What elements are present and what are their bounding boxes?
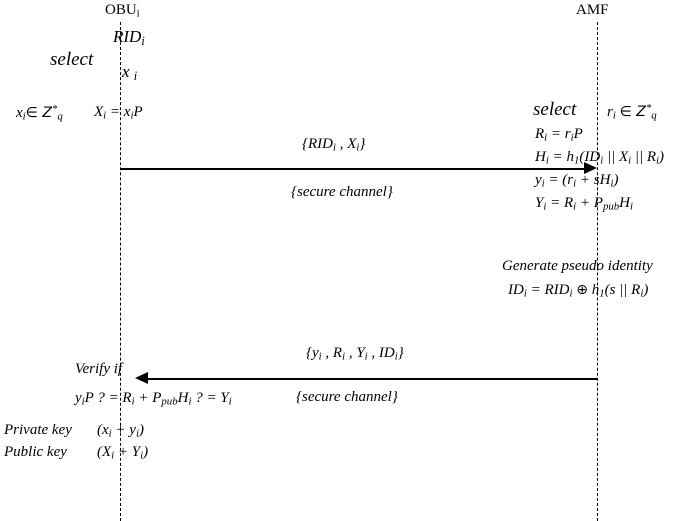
left-x-domain-sub: i: [22, 110, 26, 123]
left-select-keyword: [50, 50, 93, 71]
message-2-line: [148, 378, 598, 380]
right-select-r-text: r: [607, 103, 613, 120]
pseudo-identity-equation: $ID_i = RID_i$ ⊕ $h_1(s$ || $R_i$): [508, 282, 649, 300]
left-rid-sub: i: [141, 34, 145, 49]
right-select-rel: ∈ Z: [619, 103, 646, 120]
public-key-text: Public key: [4, 444, 67, 460]
left-xi-def-eq-sub: i: [130, 109, 134, 122]
right-select-text: select: [533, 99, 577, 120]
obu-header-label: OBU: [105, 2, 137, 18]
verify-if-label: [75, 361, 122, 378]
left-xi-def-eq: = x: [109, 104, 131, 120]
amf-header: [576, 2, 609, 19]
right-select-q: q: [651, 109, 657, 122]
left-x-domain-sup: *: [51, 103, 58, 115]
right-select-keyword: [533, 100, 576, 121]
right-line-4: $Y_i = R_i + P_{pub}H_i$: [535, 195, 633, 213]
private-key-label: [4, 422, 72, 439]
message-2-sublabel: {secure channel}: [296, 389, 398, 405]
left-x-sub: i: [133, 69, 138, 84]
message-1-arrowhead: [584, 162, 597, 174]
left-xi-def-sub: i: [103, 109, 107, 122]
left-select-text: select: [50, 49, 94, 70]
private-key-value: $(x_i + y_i)$: [97, 422, 144, 440]
right-line-1: $R_i = r_iP$: [535, 126, 583, 144]
left-x-text: x: [122, 62, 130, 81]
left-xi-def-tail: P: [133, 104, 143, 120]
right-select-sup: *: [645, 102, 652, 114]
message-1-label: {$RID_i$ , $X_i$}: [302, 136, 366, 154]
verify-if-text: Verify if: [75, 361, 123, 377]
left-xi-def: [94, 104, 143, 123]
public-key-label: [4, 444, 67, 461]
right-line-2: $H_i = h_1(ID_i$ || $X_i$ || $R_i$): [535, 149, 665, 167]
message-1-sublabel: {secure channel}: [291, 184, 393, 200]
amf-header-label: AMF: [576, 2, 609, 18]
generate-pseudo-identity-note: [502, 258, 653, 275]
left-x-domain-rel: ∈ Z: [25, 104, 52, 121]
left-x-domain-q: q: [57, 110, 63, 123]
message-2-label: {$y_i$ , $R_i$ , $Y_i$ , $ID_i$}: [306, 345, 404, 363]
private-key-text: Private key: [4, 422, 72, 438]
left-rid-text: RID: [113, 27, 142, 46]
right-select-r: [607, 103, 657, 122]
obu-header-sub: i: [136, 7, 140, 20]
left-xi-def-x: X: [94, 104, 104, 120]
verify-equation: $y_iP$ ? = $R_i + P_{pub}H_i$ ? = $Y_i$: [75, 390, 232, 408]
left-x-domain: [16, 104, 63, 123]
message-2-arrowhead: [135, 372, 148, 384]
left-x-domain-prefix: x: [16, 104, 23, 121]
public-key-value: $(X_i + Y_i)$: [97, 444, 149, 462]
left-x-var: [122, 63, 137, 84]
generate-note-text: Generate pseudo identity: [502, 258, 653, 274]
right-line-3: $y_i = (r_i + sH_i)$: [535, 172, 619, 190]
right-select-r-sub: i: [612, 109, 616, 122]
obu-header: [105, 2, 140, 21]
message-1-line: [120, 168, 585, 170]
left-rid-label: [113, 28, 145, 49]
